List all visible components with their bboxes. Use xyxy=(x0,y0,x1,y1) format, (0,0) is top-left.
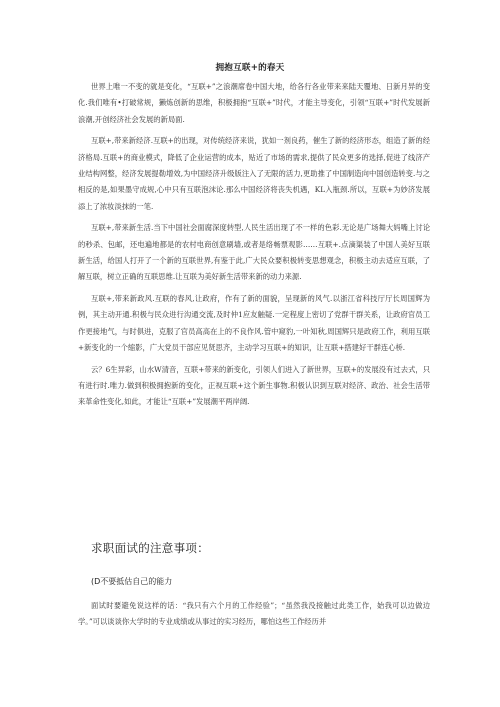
tail-body xyxy=(78,598,430,636)
section-heading: 求职面试的注意事项： xyxy=(91,541,209,555)
article-title: 拥抱互联+的春天 xyxy=(215,63,285,73)
paragraph-conclusion: 云？6生异彩，山水W清音，互联+带来的新变化，引领人们进入了新世界，互联+的发展没有过去式，只有进行时.唯力.做到积极拥抱新的变化，正视互联+这个新生事物.积极认识到互联对经济、政治、社会生活带来革命性变化,如此，才能让“互联+”发展潮平两岸阔. xyxy=(78,364,430,407)
sub-heading: (D不要抵估自己的能力 xyxy=(91,577,173,586)
article-body xyxy=(78,79,430,416)
paragraph-new-politics: 互联+,带来新政风.互联的春风,让政府，作有了新的面貌，呈现新的风气.以浙江省科技厅厅长周国辉为例，其主动开通.积极与民众进行沟通交流,及时仲1应友触疑.一定程度上密切了党群干群关系，让政府官员工作更接地气，与时俱进，克服了官员高高在上的不良作风.管中窥豹,一叶知秋,周国辉只是政府工作，利用互联+新变化的一个缩影，广大党员干部应见贤思齐，主动学习互联+的知识，让互联+搭建好干群连心桥. xyxy=(78,293,430,353)
paragraph-new-economy: 互联+,带来新经济.互联+的出现，对传统经济来说，犹如一剂良药，催生了新的经济形态，组造了新的经济格局.互联+的商业模式，降低了企业运营的成本，贴近了市场的需求,提供了民众更多的选择,促进了线济产业结构网整，经济发展提勒增效,为中国经济升级版注入了无限的活力,更助推了中国制造向中国创造转变.与之相反的是,如果墨守成规,心中只有互联泡沫论.那么中国经济将丧失机遇，KL入瓶颈.所以，互联+为妙济发展添上了浓妆淡抹的一笔. xyxy=(78,136,430,211)
paragraph-interview-tip: 面试时要避免说这样的话：“我只有六个月的工作经验”；“虽然我没接触过此类工作，始我可以边做边学。”可以谈谈你大学时的专业成绩或从事过的实习经历，哪怕这些工作经历并 xyxy=(78,601,430,627)
paragraph-intro: 世界上唯一不变的就是变化，“互联+”之浪潮席卷中国大地，给各行各业带来来陆天覆地、日新月异的变化.我们唯有•打破常规，獭炼创新的思维，积极拥抱“互联+”时代，才能主导变化，引领“互联+”时代发展新浪潮,开创经济社会发展的新局面. xyxy=(78,82,430,124)
paragraph-new-life: 互联+,带来新生活.当下中国社会面腐深度转型,人民生活出现了不一样的色彩.无论是广场舞大妈嘴上讨论的秒杀、包邮，还电遍地都是的农村电商创意刷墙,或者是络畅票观影……互联+.点滴渠装了中国人美好互联新生活，给国人打开了一个新的互联世界,有鉴于此,广大民众要积极转变思想观念，积极主动去适应互联，了解互联，树立正确的互联思维.让互联为美好新生活带来新的动力来源. xyxy=(78,223,430,282)
